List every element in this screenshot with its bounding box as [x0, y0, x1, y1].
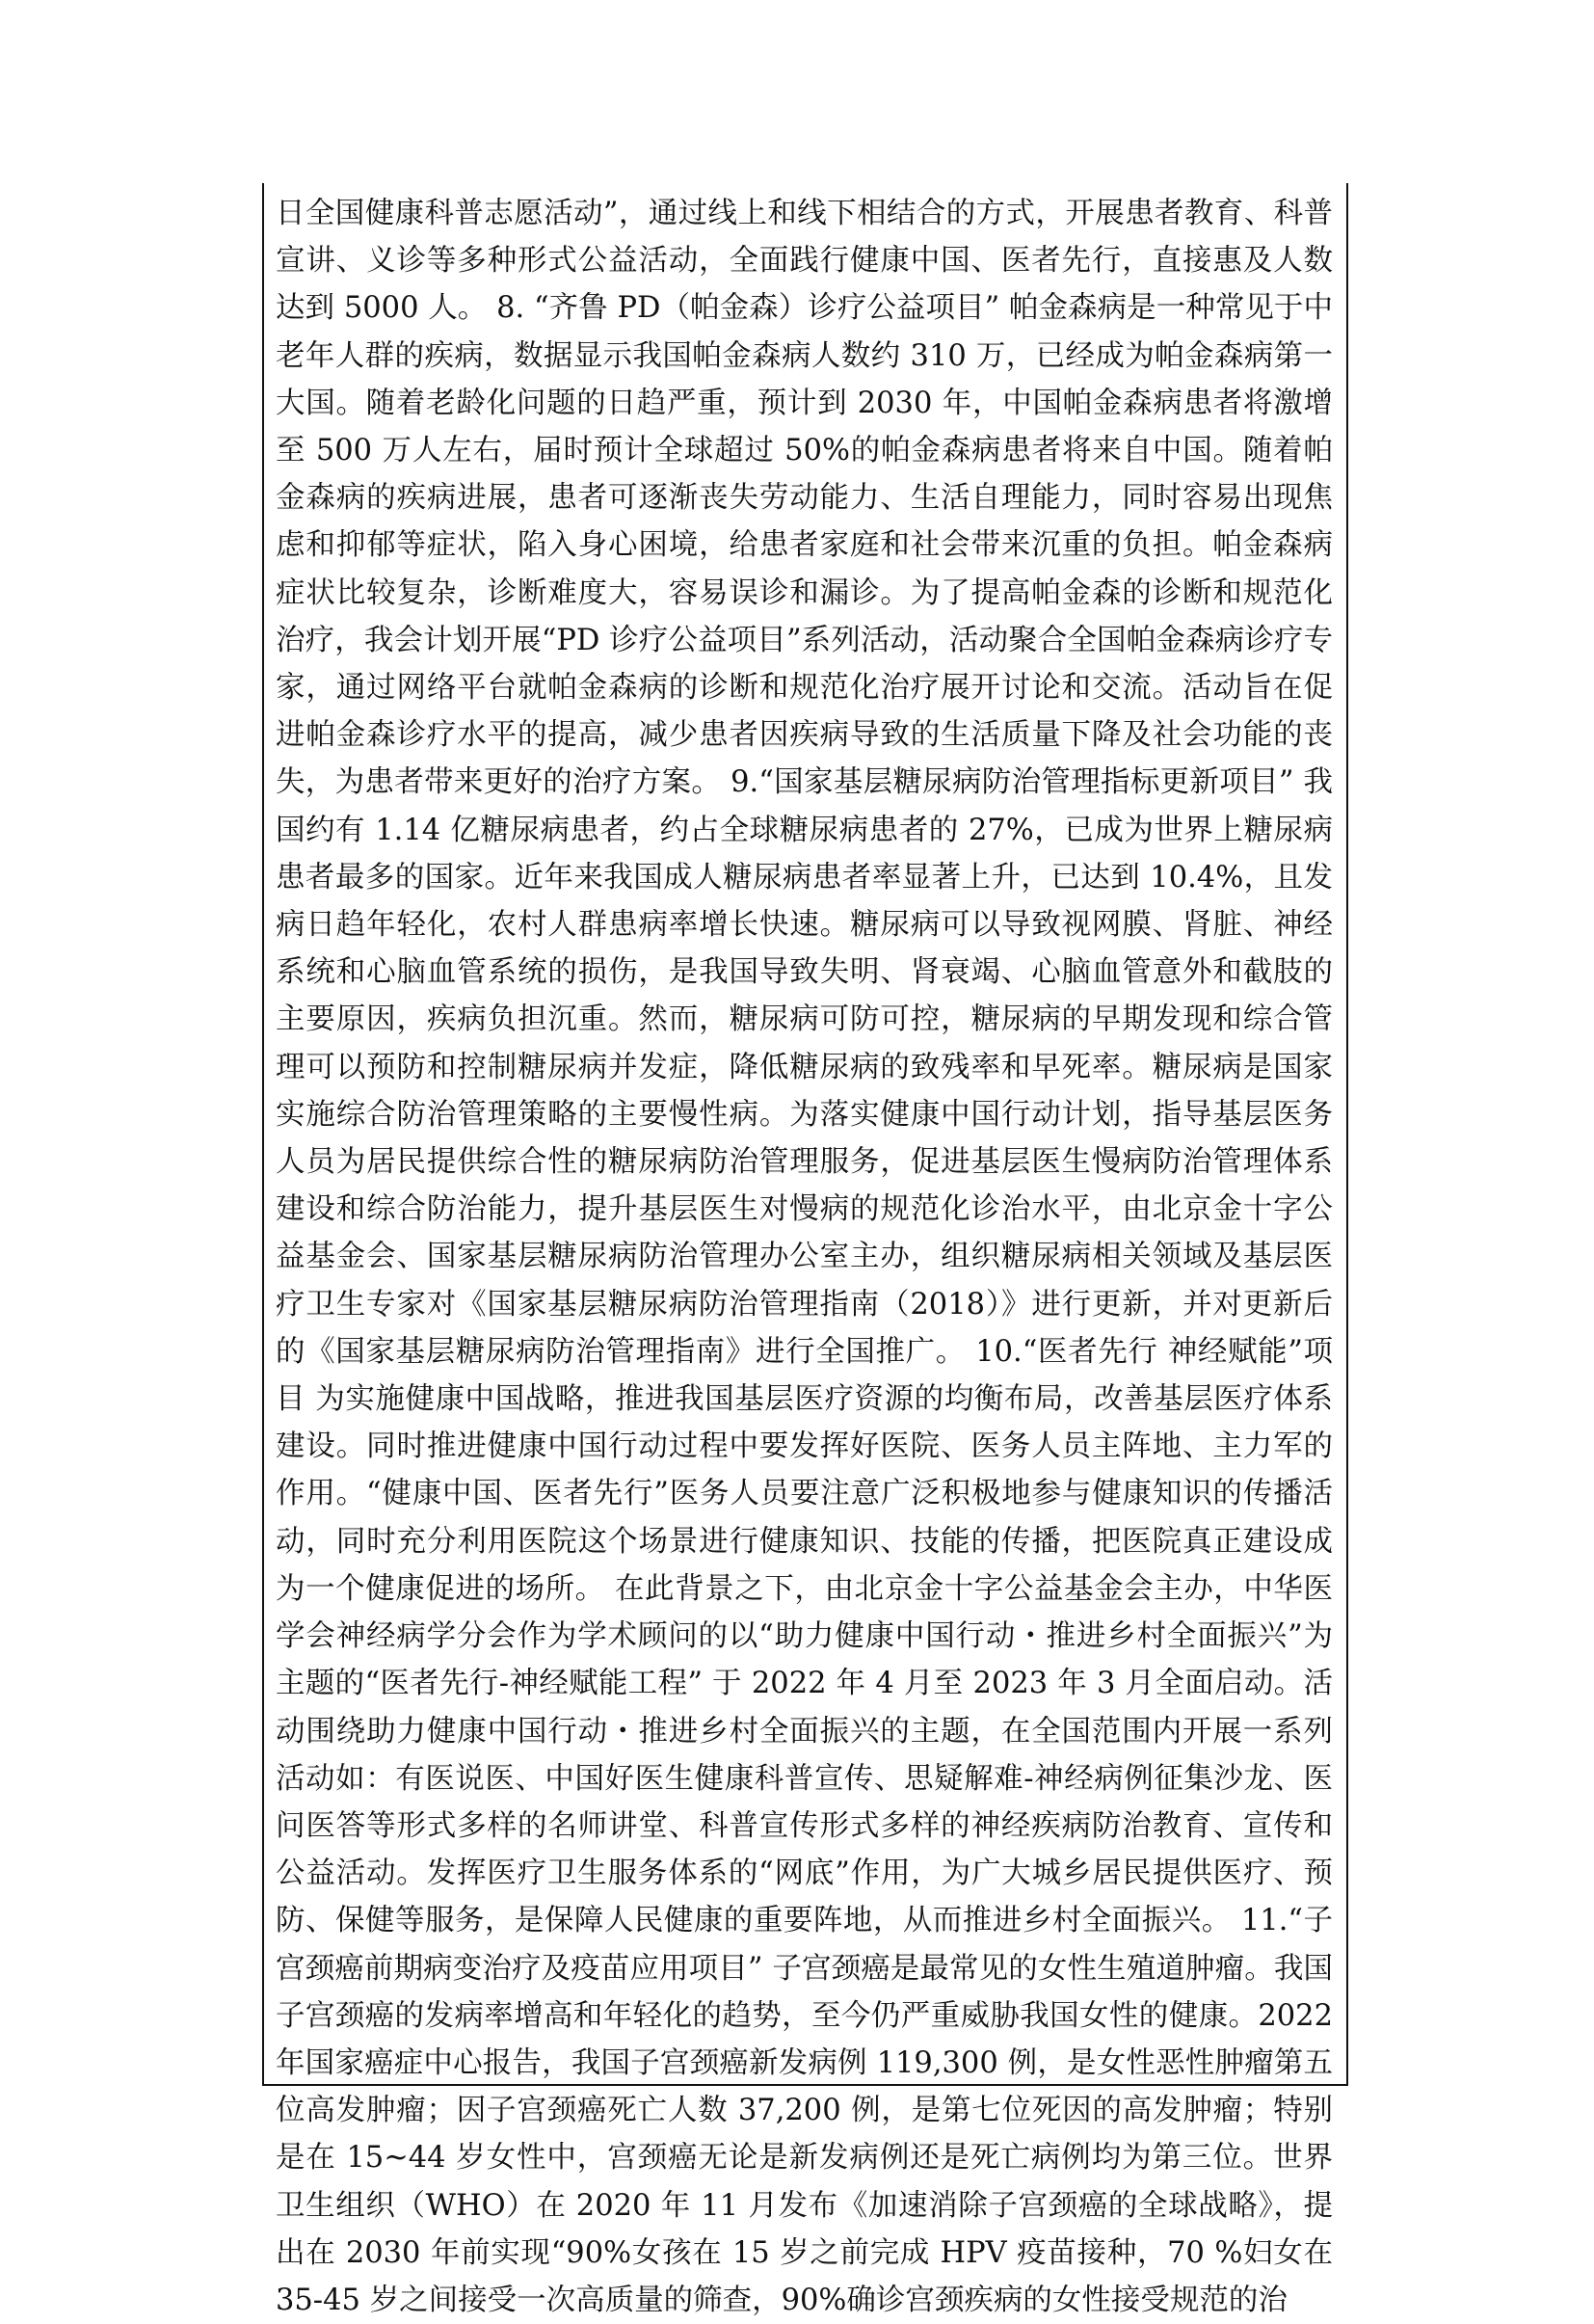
body-paragraph: 日全国健康科普志愿活动”，通过线上和线下相结合的方式，开展患者教育、科普宣讲、义诊等多种形式公益活动，全面践行健康中国、医者先行，直接惠及人数达到 5000 人。 8. “齐鲁 PD（帕金森）诊疗公益项目” 帕金森病是一种常见于中老年人群的疾病，数据显示我国帕金森病人数约 310 万，已经成为帕金森病第一大国。随着老龄化问题的日趋严重，预计到 2030 年，中国帕金森病患者将激增至 500 万人左右，届时预计全球超过 50%的帕金森病患者将来自中国。随着帕金森病的疾病进展，患者可逐渐丧失劳动能力、生活自理能力，同时容易出现焦虑和抑郁等症状，陷入身心困境，给患者家庭和社会带来沉重的负担。帕金森病症状比较复杂，诊断难度大，容易误诊和漏诊。为了提高帕金森的诊断和规范化治疗，我会计划开展“PD 诊疗公益项目”系列活动，活动聚合全国帕金森病诊疗专家，通过网络平台就帕金森病的诊断和规范化治疗展开讨论和交流。活动旨在促进帕金森诊疗水平的提高，减少患者因疾病导致的生活质量下降及社会功能的丧失，为患者带来更好的治疗方案。 9.“国家基层糖尿病防治管理指标更新项目” 我国约有 1.14 亿糖尿病患者，约占全球糖尿病患者的 27%，已成为世界上糖尿病患者最多的国家。近年来我国成人糖尿病患者率显著上升，已达到 10.4%，且发病日趋年轻化，农村人群患病率增长快速。糖尿病可以导致视网膜、肾脏、神经系统和心脑血管系统的损伤，是我国导致失明、肾衰竭、心脑血管意外和截肢的主要原因，疾病负担沉重。然而，糖尿病可防可控，糖尿病的早期发现和综合管理可以预防和控制糖尿病并发症，降低糖尿病的致残率和早死率。糖尿病是国家实施综合防治管理策略的主要慢性病。为落实健康中国行动计划，指导基层医务人员为居民提供综合性的糖尿病防治管理服务，促进基层医生慢病防治管理体系建设和综合防治能力，提升基层医生对慢病的规范化诊治水平，由北京金十字公益基金会、国家基层糖尿病防治管理办公室主办，组织糖尿病相关领域及基层医疗卫生专家对《国家基层糖尿病防治管理指南（2018）》进行更新，并对更新后的《国家基层糖尿病防治管理指南》进行全国推广。 10.“医者先行 神经赋能”项目 为实施健康中国战略，推进我国基层医疗资源的均衡布局，改善基层医疗体系建设。同时推进健康中国行动过程中要发挥好医院、医务人员主阵地、主力军的作用。“健康中国、医者先行”医务人员要注意广泛积极地参与健康知识的传播活动，同时充分利用医院这个场景进行健康知识、技能的传播，把医院真正建设成为一个健康促进的场所。 在此背景之下，由北京金十字公益基金会主办，中华医学会神经病学分会作为学术顾问的以“助力健康中国行动・推进乡村全面振兴”为主题的“医者先行-神经赋能工程” 于 2022 年 4 月至 2023 年 3 月全面启动。活动围绕助力健康中国行动・推进乡村全面振兴的主题，在全国范围内开展一系列活动如：有医说医、中国好医生健康科普宣传、思疑解难-神经病例征集沙龙、医问医答等形式多样的名师讲堂、科普宣传形式多样的神经疾病防治教育、宣传和公益活动。发挥医疗卫生服务体系的“网底”作用，为广大城乡居民提供医疗、预防、保健等服务，是保障人民健康的重要阵地，从而推进乡村全面振兴。 11.“子宫颈癌前期病变治疗及疫苗应用项目” 子宫颈癌是最常见的女性生殖道肿瘤。我国子宫颈癌的发病率增高和年轻化的趋势，至今仍严重威胁我国女性的健康。2022 年国家癌症中心报告，我国子宫颈癌新发病例 119,300 例，是女性恶性肿瘤第五位高发肿瘤；因子宫颈癌死亡人数 37,200 例，是第七位死因的高发肿瘤；特别是在 15~44 岁女性中，宫颈癌无论是新发病例还是死亡病例均为第三位。世界卫生组织（WHO）在 2020 年 11 月发布《加速消除子宫颈癌的全球战略》，提出在 2030 年前实现“90%女孩在 15 岁之前完成 HPV 疫苗接种，70 %妇女在 35-45 岁之间接受一次高质量的筛查，90%确诊宫颈疾病的女性接受规范的治 — [276, 197, 1333, 2317]
